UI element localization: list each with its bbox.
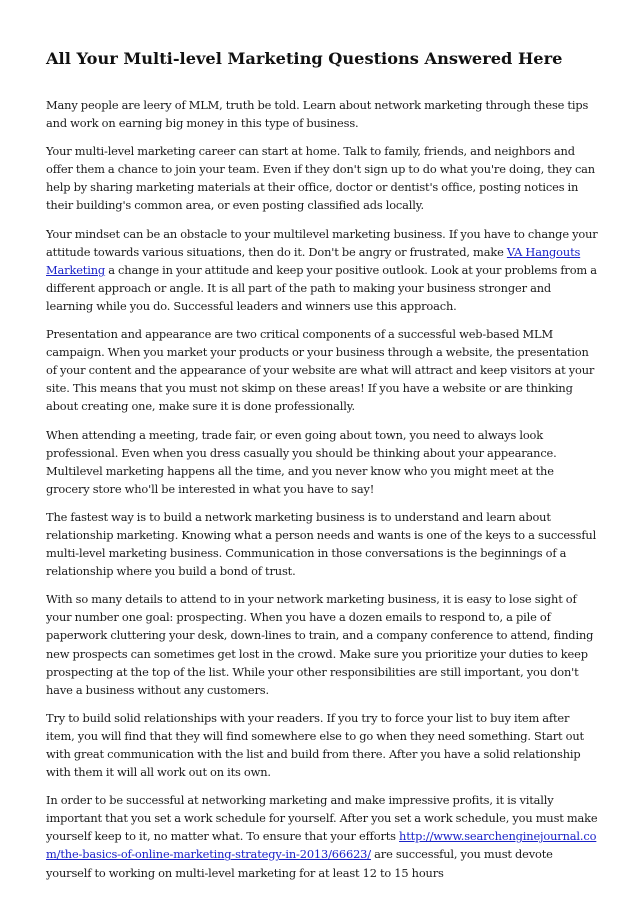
paragraph-solid-relationships: Try to build solid relationships with your readers. If you try to force your list to buy item after item, you will find that they will find somewhere else to go when they need something. Start out with great communication with the list and build from there. After you have a solid relationship with them it will all work out on its own. [46, 710, 584, 780]
paragraph-mindset-text-after: a change in your attitude and keep your positive outlook. Look at your problems from a different approach or angle. It is all part of the path to making your business stronger and learning while you do. Successful leaders and winners use this approach. [46, 262, 597, 313]
paragraph-intro: Many people are leery of MLM, truth be told. Learn about network marketing through these tips and work on earning big money in this type of business. [46, 98, 589, 131]
paragraph-look-professional: When attending a meeting, trade fair, or even going about town, you need to always look professional. Even when you dress casually you should be thinking about your appearance. Multilevel marketing happens all the time, and you never know who you might meet at the grocery store who'll be interested in what you have to say! [46, 427, 557, 496]
paragraph-start-at-home: Your multi-level marketing career can start at home. Talk to family, friends, and neighbors and offer them a chance to join your team. Even if they don't sign up to do what you're doing, they can help by sharing marketing materials at their office, doctor or dentist's office, posting notices in their building's common area, or even posting classified ads locally. [46, 144, 595, 213]
paragraph-prospecting: With so many details to attend to in your network marketing business, it is easy to lose sight of your number one goal: prospecting. When you have a dozen emails to respond to, a pile of paperwork cluttering your desk, down-lines to train, and a company conference to attend, finding new prospects can sometimes get lost in the crowd. Make sure you prioritize your duties to keep prospecting at the top of the list. While your other responsibilities are still important, you don't have a business without any customers. [46, 592, 594, 697]
paragraph-work-schedule [46, 791, 598, 881]
search-engine-journal-link[interactable]: http://www.searchenginejournal.com/the-basics-of-online-marketing-strategy-in-2013/66623/ [46, 829, 597, 862]
paragraph-work-schedule-text-before: In order to be successful at networking marketing and make impressive profits, it is vitally important that you set a work schedule for yourself. After you set a work schedule, you must make yourself keep to it, no matter what. To ensure that your efforts [46, 793, 598, 844]
paragraph-work-schedule-text-after: are successful, you must devote yourself to working on multi-level marketing for at least 12 to 15 hours [46, 847, 553, 880]
paragraph-mindset-text-before: Your mindset can be an obstacle to your multilevel marketing business. If you have to change your attitude towards various situations, then do it. Don't be angry or frustrated, make [46, 226, 598, 259]
page-title: All Your Multi-level Marketing Questions Answered Here [46, 49, 563, 68]
paragraph-presentation: Presentation and appearance are two critical components of a successful web-based MLM campaign. When you market your products or your business through a website, the presentation of your content and the appearance of your website are what will attract and keep visitors at your site. This means that you must not skimp on these areas! If you have a website or are thinking about creating one, make sure it is done professionally. [46, 327, 595, 414]
paragraph-mindset [46, 225, 598, 315]
va-hangouts-marketing-link[interactable]: VA Hangouts Marketing [46, 244, 581, 277]
document-page [46, 48, 598, 892]
paragraph-relationship-marketing: The fastest way is to build a network marketing business is to understand and learn about relationship marketing. Knowing what a person needs and wants is one of the keys to a successful multi-level marketing business. Communication in those conversations is the beginnings of a relationship where you build a bond of trust. [46, 509, 597, 579]
